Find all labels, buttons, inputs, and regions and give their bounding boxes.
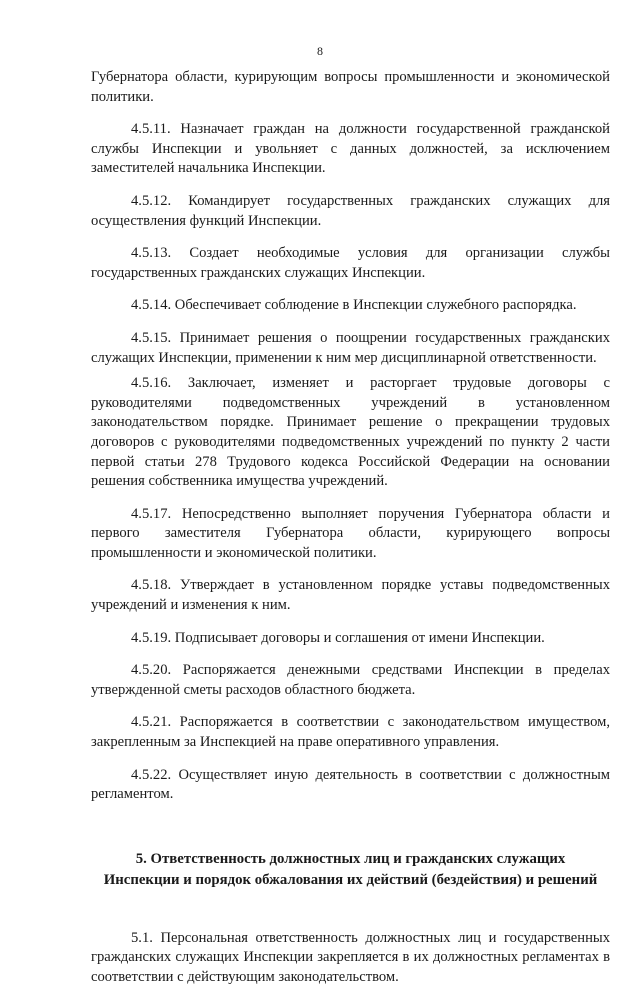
paragraph-4-5-16: 4.5.16. Заключает, изменяет и расторгает трудовые договоры с руководителями подведомственных учреждений в установленном законодательством порядке. Принимает решение о прекращении трудовых договоров с руководителями подведомственных учреждений по пункту 2 части первой статьи 278 Трудового кодекса Российской Федерации на основании решения собственника имущества учреждений. (91, 375, 610, 490)
document-body (91, 68, 610, 988)
paragraph-4-5-21: 4.5.21. Распоряжается в соответствии с законодательством имуществом, закрепленным за Инспекцией на праве оперативного управления. (91, 714, 610, 751)
paragraph-4-5-22: 4.5.22. Осуществляет иную деятельность в соответствии с должностным регламентом. (91, 766, 610, 803)
paragraph-4-5-17: 4.5.17. Непосредственно выполняет поручения Губернатора области и первого заместителя Губернатора области, курирующего вопросы промышленности и экономической политики. (91, 505, 610, 561)
paragraph-5-1: 5.1. Персональная ответственность должностных лиц и государственных гражданских служащих Инспекции закрепляется в их должностных регламентах в соответствии с действующим законодательством. (91, 929, 610, 985)
section-heading-line-1: 5. Ответственность должностных лиц и гражданских служащих (135, 850, 566, 867)
section-heading-line-2: Инспекции и порядок обжалования их действий (бездействия) и решений (103, 871, 598, 888)
paragraph-4-5-11: 4.5.11. Назначает граждан на должности государственной гражданской службы Инспекции и увольняет с данных должностей, за исключением заместителей начальника Инспекции. (91, 121, 610, 177)
paragraph-4-5-19: 4.5.19. Подписывает договоры и соглашения от имени Инспекции. (131, 629, 545, 646)
paragraph-4-5-14: 4.5.14. Обеспечивает соблюдение в Инспекции служебного распорядка. (131, 297, 577, 314)
page-number: 8 (317, 44, 323, 58)
paragraph-4-5-13: 4.5.13. Создает необходимые условия для организации службы государственных гражданских служащих Инспекции. (91, 245, 610, 281)
paragraph-4-5-18: 4.5.18. Утверждает в установленном порядке уставы подведомственных учреждений и изменения к ним. (91, 577, 610, 614)
paragraph-continuation: Губернатора области, курирующим вопросы промышленности и экономической политики. (91, 69, 610, 105)
paragraph-4-5-20: 4.5.20. Распоряжается денежными средствами Инспекции в пределах утвержденной сметы расходов областного бюджета. (91, 662, 610, 698)
paragraph-4-5-12: 4.5.12. Командирует государственных гражданских служащих для осуществления функций Инспекции. (91, 192, 610, 229)
section-5-heading (91, 849, 610, 891)
paragraph-4-5-15: 4.5.15. Принимает решения о поощрении государственных гражданских служащих Инспекции, применении к ним мер дисциплинарной ответственности. (91, 329, 610, 366)
